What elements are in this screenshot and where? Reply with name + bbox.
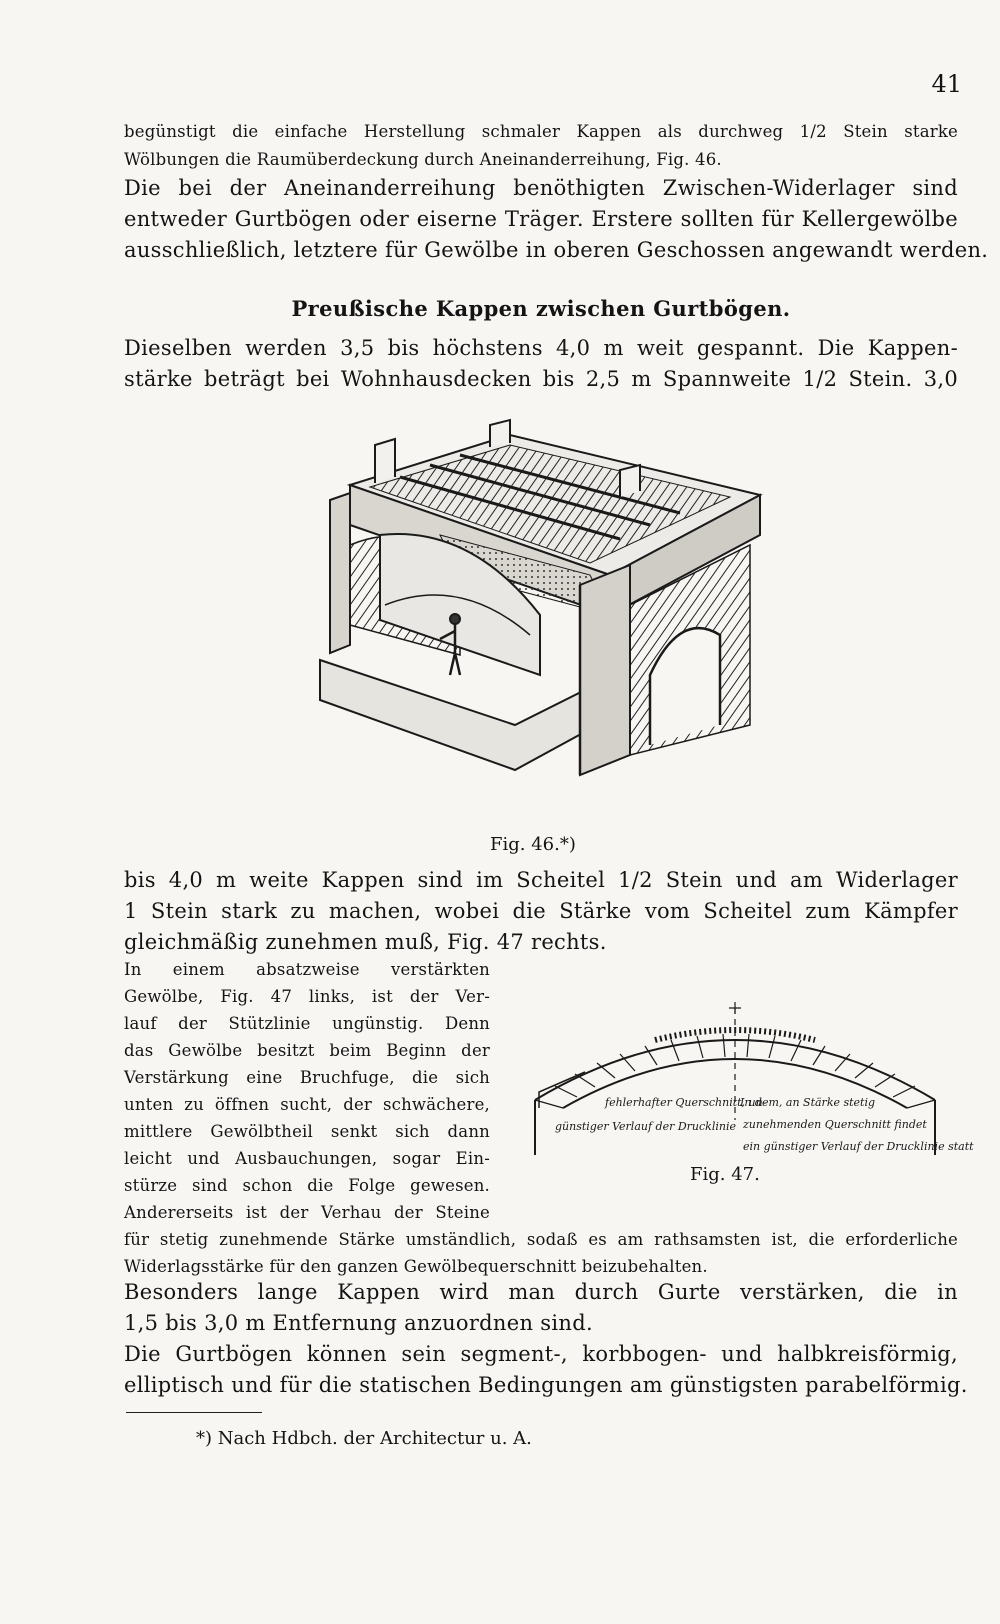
text-line: unten zu öffnen sucht, der schwächere, xyxy=(124,1095,490,1114)
text-line: Andererseits ist der Verhau der Steine xyxy=(124,1203,490,1222)
fig47-left-label-1: fehlerhafter Querschnitt, un- xyxy=(605,1096,767,1109)
text-line: mittlere Gewölbtheil senkt sich dann xyxy=(124,1122,490,1141)
text-line: begünstigt die einfache Herstellung schmaler Kappen als durchweg 1/2 Stein starke xyxy=(124,122,958,141)
text-line: bis 4,0 m weite Kappen sind im Scheitel 1/2 Stein und am Widerlager xyxy=(124,868,958,892)
text-line: Besonders lange Kappen wird man durch Gurte verstärken, die in xyxy=(124,1280,958,1304)
footnote-rule xyxy=(126,1412,262,1413)
text-line: Die Gurtbögen können sein segment-, korbbogen- und halbkreisförmig, xyxy=(124,1342,958,1366)
text-line: das Gewölbe besitzt beim Beginn der xyxy=(124,1041,490,1060)
text-line: Verstärkung eine Bruchfuge, die sich xyxy=(124,1068,490,1087)
figure-47-arch-section xyxy=(525,1000,974,1160)
section-heading: Preußische Kappen zwischen Gurtbögen. xyxy=(291,296,791,321)
text-line: Wölbungen die Raumüberdeckung durch Aneinanderreihung, Fig. 46. xyxy=(124,150,722,169)
text-line: leicht und Ausbauchungen, sogar Ein- xyxy=(124,1149,490,1168)
text-line: ausschließlich, letztere für Gewölbe in oberen Geschossen angewandt werden. xyxy=(124,238,989,262)
figure-46-caption: Fig. 46.*) xyxy=(490,834,576,855)
text-line: Gewölbe, Fig. 47 links, ist der Ver- xyxy=(124,987,490,1006)
figure-47-caption: Fig. 47. xyxy=(690,1164,760,1185)
text-line: Dieselben werden 3,5 bis höchstens 4,0 m weit gespannt. Die Kappen- xyxy=(124,336,958,360)
figure-46-illustration xyxy=(290,425,790,810)
page-number: 41 xyxy=(931,70,962,98)
text-line: 1,5 bis 3,0 m Entfernung anzuordnen sind. xyxy=(124,1311,593,1335)
fig47-right-label-1: In dem, an Stärke stetig xyxy=(740,1096,876,1109)
text-line: Widerlagsstärke für den ganzen Gewölbequerschnitt beizubehalten. xyxy=(124,1257,708,1276)
text-line: entweder Gurtbögen oder eiserne Träger. Erstere sollten für Kellergewölbe xyxy=(124,207,958,231)
text-line: gleichmäßig zunehmen muß, Fig. 47 rechts. xyxy=(124,930,607,954)
text-line: für stetig zunehmende Stärke umständlich, sodaß es am rathsamsten ist, die erforderliche xyxy=(124,1230,958,1249)
footnote: *) Nach Hdbch. der Architectur u. A. xyxy=(196,1428,532,1449)
fig47-right-label-2: zunehmenden Querschnitt findet xyxy=(743,1118,927,1131)
text-line: In einem absatzweise verstärkten xyxy=(124,960,490,979)
text-line: stärke beträgt bei Wohnhausdecken bis 2,5 m Spannweite 1/2 Stein. 3,0 xyxy=(124,367,958,391)
text-line: Die bei der Aneinanderreihung benöthigten Zwischen-Widerlager sind xyxy=(124,176,958,200)
fig47-left-label-2: günstiger Verlauf der Drucklinie xyxy=(555,1120,736,1133)
fig47-right-label-3: ein günstiger Verlauf der Drucklinie statt xyxy=(743,1140,974,1153)
text-line: lauf der Stützlinie ungünstig. Denn xyxy=(124,1014,490,1033)
text-line: 1 Stein stark zu machen, wobei die Stärke vom Scheitel zum Kämpfer xyxy=(124,899,958,923)
text-line: stürze sind schon die Folge gewesen. xyxy=(124,1176,490,1195)
text-line: elliptisch und für die statischen Bedingungen am günstigsten parabelförmig. xyxy=(124,1373,968,1397)
